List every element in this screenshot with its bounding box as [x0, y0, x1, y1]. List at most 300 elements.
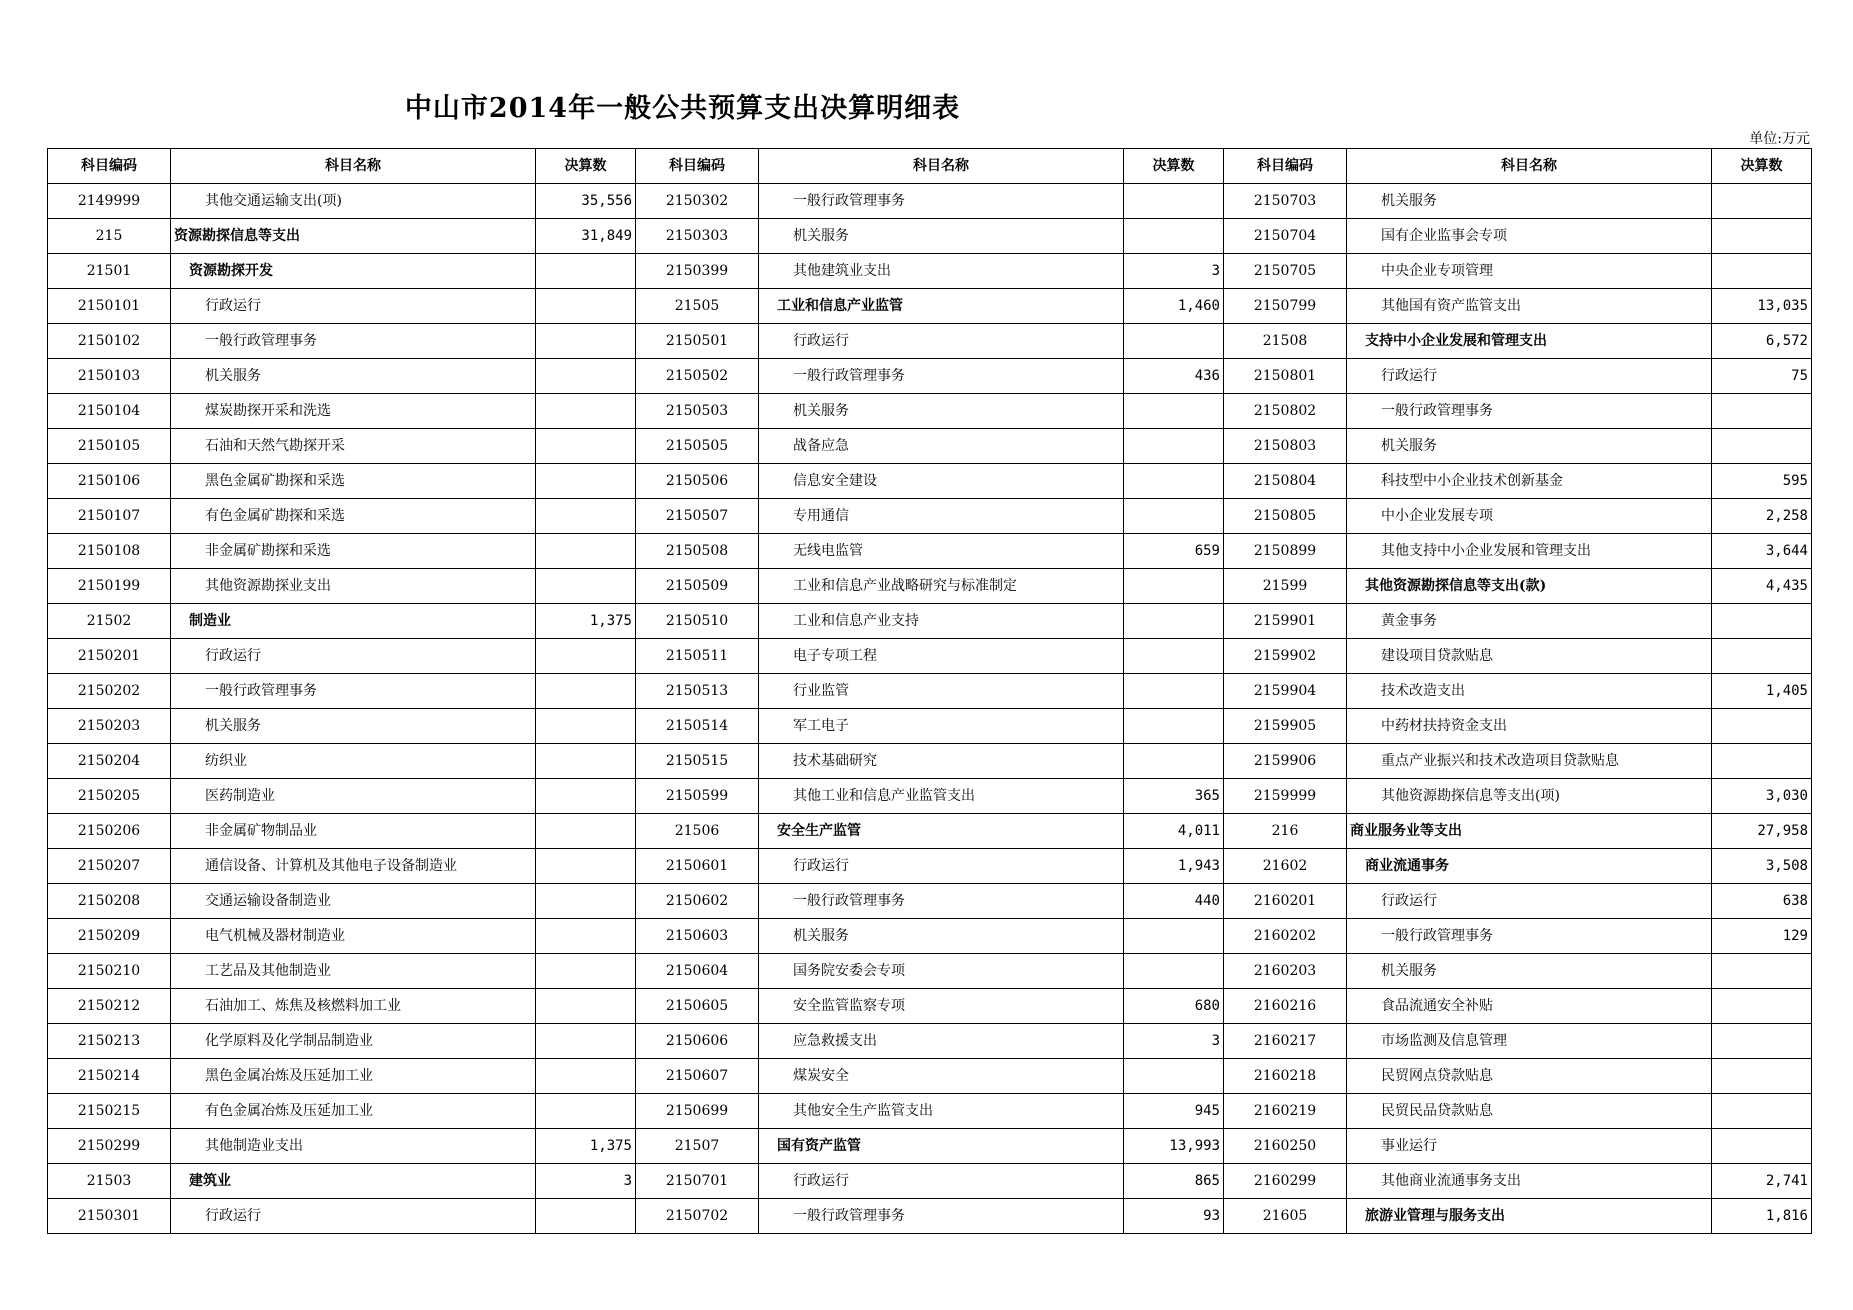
account-code: 215	[48, 219, 171, 254]
table-row	[48, 219, 1812, 254]
final-amount: 1,460	[1124, 289, 1224, 324]
final-amount: 1,816	[1712, 1199, 1812, 1234]
final-amount: 1,375	[536, 1129, 636, 1164]
account-code: 2150607	[636, 1059, 759, 1094]
account-code: 2150703	[1224, 184, 1347, 219]
account-name: 资源勘探开发	[171, 254, 536, 289]
account-name: 旅游业管理与服务支出	[1347, 1199, 1712, 1234]
account-name: 国务院安委会专项	[759, 954, 1124, 989]
header-code-1: 科目编码	[48, 149, 171, 184]
account-name: 行政运行	[759, 849, 1124, 884]
account-name: 其他国有资产监管支出	[1347, 289, 1712, 324]
final-amount	[536, 779, 636, 814]
final-amount	[536, 674, 636, 709]
final-amount	[1124, 394, 1224, 429]
account-name: 建设项目贷款贴息	[1347, 639, 1712, 674]
table-header	[48, 149, 1812, 184]
table-row	[48, 919, 1812, 954]
account-code: 2150203	[48, 709, 171, 744]
header-amount-3: 决算数	[1712, 149, 1812, 184]
account-code: 21501	[48, 254, 171, 289]
account-code: 2150205	[48, 779, 171, 814]
account-name: 事业运行	[1347, 1129, 1712, 1164]
account-name: 国有企业监事会专项	[1347, 219, 1712, 254]
table-row	[48, 674, 1812, 709]
final-amount	[536, 919, 636, 954]
final-amount: 3	[1124, 254, 1224, 289]
table-row	[48, 954, 1812, 989]
account-code: 2150803	[1224, 429, 1347, 464]
table-row	[48, 884, 1812, 919]
final-amount	[536, 534, 636, 569]
account-name: 其他资源勘探信息等支出(款)	[1347, 569, 1712, 604]
account-code: 2150606	[636, 1024, 759, 1059]
account-name: 其他工业和信息产业监管支出	[759, 779, 1124, 814]
final-amount	[536, 254, 636, 289]
table-row	[48, 779, 1812, 814]
final-amount: 27,958	[1712, 814, 1812, 849]
table-row	[48, 849, 1812, 884]
final-amount: 1,375	[536, 604, 636, 639]
account-name: 通信设备、计算机及其他电子设备制造业	[171, 849, 536, 884]
final-amount: 659	[1124, 534, 1224, 569]
account-code: 2160203	[1224, 954, 1347, 989]
account-code: 2150107	[48, 499, 171, 534]
account-code: 2150201	[48, 639, 171, 674]
account-code: 2150515	[636, 744, 759, 779]
account-name: 机关服务	[1347, 429, 1712, 464]
account-code: 2150513	[636, 674, 759, 709]
final-amount: 13,993	[1124, 1129, 1224, 1164]
final-amount	[536, 499, 636, 534]
account-code: 2150299	[48, 1129, 171, 1164]
final-amount	[1124, 324, 1224, 359]
account-name: 其他安全生产监管支出	[759, 1094, 1124, 1129]
account-code: 2150206	[48, 814, 171, 849]
account-code: 2150214	[48, 1059, 171, 1094]
account-name: 重点产业振兴和技术改造项目贷款贴息	[1347, 744, 1712, 779]
account-code: 2159906	[1224, 744, 1347, 779]
account-code: 2150204	[48, 744, 171, 779]
account-code: 21599	[1224, 569, 1347, 604]
table-row	[48, 394, 1812, 429]
account-name: 行政运行	[759, 324, 1124, 359]
account-code: 21502	[48, 604, 171, 639]
account-name: 市场监测及信息管理	[1347, 1024, 1712, 1059]
account-name: 技术改造支出	[1347, 674, 1712, 709]
final-amount: 3,508	[1712, 849, 1812, 884]
account-code: 2150705	[1224, 254, 1347, 289]
final-amount	[536, 989, 636, 1024]
final-amount	[536, 324, 636, 359]
final-amount	[536, 954, 636, 989]
account-code: 2150514	[636, 709, 759, 744]
account-code: 2150603	[636, 919, 759, 954]
account-name: 一般行政管理事务	[759, 184, 1124, 219]
account-name: 战备应急	[759, 429, 1124, 464]
final-amount	[1712, 429, 1812, 464]
final-amount	[536, 639, 636, 674]
account-code: 2159904	[1224, 674, 1347, 709]
final-amount	[1124, 464, 1224, 499]
account-name: 其他资源勘探信息等支出(项)	[1347, 779, 1712, 814]
account-name: 其他制造业支出	[171, 1129, 536, 1164]
header-name-2: 科目名称	[759, 149, 1124, 184]
final-amount	[1124, 604, 1224, 639]
final-amount	[536, 1024, 636, 1059]
final-amount	[536, 1094, 636, 1129]
account-name: 电气机械及器材制造业	[171, 919, 536, 954]
account-code: 21503	[48, 1164, 171, 1199]
account-code: 2150804	[1224, 464, 1347, 499]
final-amount: 436	[1124, 359, 1224, 394]
table-row	[48, 744, 1812, 779]
final-amount: 2,258	[1712, 499, 1812, 534]
account-name: 非金属矿物制品业	[171, 814, 536, 849]
final-amount	[1712, 744, 1812, 779]
account-name: 一般行政管理事务	[1347, 919, 1712, 954]
final-amount	[536, 709, 636, 744]
account-code: 2150509	[636, 569, 759, 604]
final-amount	[1712, 394, 1812, 429]
account-name: 商业服务业等支出	[1347, 814, 1712, 849]
final-amount	[536, 359, 636, 394]
account-name: 支持中小企业发展和管理支出	[1347, 324, 1712, 359]
account-name: 行政运行	[171, 1199, 536, 1234]
final-amount	[1712, 1129, 1812, 1164]
account-name: 一般行政管理事务	[759, 884, 1124, 919]
account-name: 工业和信息产业战略研究与标准制定	[759, 569, 1124, 604]
account-code: 2150213	[48, 1024, 171, 1059]
final-amount	[536, 394, 636, 429]
account-name: 行政运行	[759, 1164, 1124, 1199]
account-code: 2150599	[636, 779, 759, 814]
account-name: 民贸网点贷款贴息	[1347, 1059, 1712, 1094]
account-code: 2150208	[48, 884, 171, 919]
account-name: 工业和信息产业支持	[759, 604, 1124, 639]
account-code: 2150215	[48, 1094, 171, 1129]
account-name: 安全监管监察专项	[759, 989, 1124, 1024]
final-amount: 4,435	[1712, 569, 1812, 604]
account-name: 行政运行	[171, 639, 536, 674]
account-name: 应急救援支出	[759, 1024, 1124, 1059]
account-code: 2150502	[636, 359, 759, 394]
final-amount: 1,405	[1712, 674, 1812, 709]
account-code: 2150701	[636, 1164, 759, 1199]
account-code: 21507	[636, 1129, 759, 1164]
account-code: 2150209	[48, 919, 171, 954]
final-amount: 93	[1124, 1199, 1224, 1234]
account-code: 2160299	[1224, 1164, 1347, 1199]
final-amount: 13,035	[1712, 289, 1812, 324]
table-row	[48, 1164, 1812, 1199]
account-code: 216	[1224, 814, 1347, 849]
final-amount: 31,849	[536, 219, 636, 254]
account-code: 2150212	[48, 989, 171, 1024]
account-code: 2160218	[1224, 1059, 1347, 1094]
final-amount: 3,030	[1712, 779, 1812, 814]
header-code-3: 科目编码	[1224, 149, 1347, 184]
account-code: 2150510	[636, 604, 759, 639]
account-code: 2150602	[636, 884, 759, 919]
account-name: 机关服务	[759, 394, 1124, 429]
table-row	[48, 1129, 1812, 1164]
account-name: 黄金事务	[1347, 604, 1712, 639]
table-row	[48, 184, 1812, 219]
account-name: 中药材扶持资金支出	[1347, 709, 1712, 744]
account-code: 2150199	[48, 569, 171, 604]
account-name: 资源勘探信息等支出	[171, 219, 536, 254]
final-amount	[536, 1199, 636, 1234]
header-row	[48, 149, 1812, 184]
account-code: 2150108	[48, 534, 171, 569]
account-name: 一般行政管理事务	[759, 359, 1124, 394]
final-amount	[1712, 219, 1812, 254]
final-amount: 680	[1124, 989, 1224, 1024]
final-amount	[536, 289, 636, 324]
account-name: 有色金属冶炼及压延加工业	[171, 1094, 536, 1129]
account-name: 其他资源勘探业支出	[171, 569, 536, 604]
account-name: 机关服务	[1347, 184, 1712, 219]
table-row	[48, 1059, 1812, 1094]
account-name: 行业监管	[759, 674, 1124, 709]
account-name: 技术基础研究	[759, 744, 1124, 779]
final-amount	[1124, 919, 1224, 954]
table-row	[48, 359, 1812, 394]
account-name: 建筑业	[171, 1164, 536, 1199]
account-code: 2150506	[636, 464, 759, 499]
account-code: 2150104	[48, 394, 171, 429]
final-amount	[536, 464, 636, 499]
account-code: 2150399	[636, 254, 759, 289]
header-amount-1: 决算数	[536, 149, 636, 184]
account-name: 机关服务	[759, 919, 1124, 954]
table-row	[48, 709, 1812, 744]
table-row	[48, 604, 1812, 639]
final-amount: 595	[1712, 464, 1812, 499]
final-amount	[536, 884, 636, 919]
account-code: 2160202	[1224, 919, 1347, 954]
account-code: 2159999	[1224, 779, 1347, 814]
final-amount: 2,741	[1712, 1164, 1812, 1199]
final-amount	[1124, 429, 1224, 464]
account-code: 21602	[1224, 849, 1347, 884]
final-amount	[1712, 954, 1812, 989]
final-amount: 440	[1124, 884, 1224, 919]
account-code: 2150801	[1224, 359, 1347, 394]
account-name: 电子专项工程	[759, 639, 1124, 674]
account-name: 军工电子	[759, 709, 1124, 744]
account-code: 2159905	[1224, 709, 1347, 744]
account-code: 2150207	[48, 849, 171, 884]
account-name: 黑色金属矿勘探和采选	[171, 464, 536, 499]
account-code: 2150805	[1224, 499, 1347, 534]
account-code: 2150699	[636, 1094, 759, 1129]
table-row	[48, 639, 1812, 674]
final-amount	[536, 744, 636, 779]
account-code: 2150702	[636, 1199, 759, 1234]
table-row	[48, 289, 1812, 324]
table-row	[48, 429, 1812, 464]
table-row	[48, 464, 1812, 499]
account-name: 机关服务	[171, 709, 536, 744]
account-code: 2150605	[636, 989, 759, 1024]
account-code: 2150508	[636, 534, 759, 569]
table-row	[48, 1024, 1812, 1059]
account-name: 工业和信息产业监管	[759, 289, 1124, 324]
final-amount: 945	[1124, 1094, 1224, 1129]
table-row	[48, 1094, 1812, 1129]
account-code: 2150802	[1224, 394, 1347, 429]
account-code: 2150301	[48, 1199, 171, 1234]
account-code: 21506	[636, 814, 759, 849]
account-code: 2160216	[1224, 989, 1347, 1024]
account-name: 工艺品及其他制造业	[171, 954, 536, 989]
account-name: 国有资产监管	[759, 1129, 1124, 1164]
final-amount: 3	[1124, 1024, 1224, 1059]
account-code: 2150507	[636, 499, 759, 534]
account-name: 行政运行	[1347, 884, 1712, 919]
account-code: 2150899	[1224, 534, 1347, 569]
account-name: 商业流通事务	[1347, 849, 1712, 884]
table-row	[48, 569, 1812, 604]
final-amount	[536, 849, 636, 884]
account-code: 2150303	[636, 219, 759, 254]
table-row	[48, 534, 1812, 569]
final-amount	[1124, 639, 1224, 674]
header-amount-2: 决算数	[1124, 149, 1224, 184]
final-amount	[1712, 709, 1812, 744]
account-code: 2150501	[636, 324, 759, 359]
account-name: 纺织业	[171, 744, 536, 779]
account-name: 石油加工、炼焦及核燃料加工业	[171, 989, 536, 1024]
account-code: 2150503	[636, 394, 759, 429]
account-code: 2150799	[1224, 289, 1347, 324]
final-amount	[536, 814, 636, 849]
final-amount: 1,943	[1124, 849, 1224, 884]
final-amount: 129	[1712, 919, 1812, 954]
account-code: 2150102	[48, 324, 171, 359]
account-code: 2150604	[636, 954, 759, 989]
account-code: 21605	[1224, 1199, 1347, 1234]
final-amount	[1712, 1059, 1812, 1094]
account-code: 2159902	[1224, 639, 1347, 674]
table-row	[48, 499, 1812, 534]
account-name: 食品流通安全补贴	[1347, 989, 1712, 1024]
account-name: 中小企业发展专项	[1347, 499, 1712, 534]
final-amount	[1124, 954, 1224, 989]
final-amount	[1124, 744, 1224, 779]
account-name: 信息安全建设	[759, 464, 1124, 499]
final-amount	[536, 569, 636, 604]
account-code: 2150105	[48, 429, 171, 464]
header-name-1: 科目名称	[171, 149, 536, 184]
final-amount	[1712, 639, 1812, 674]
account-code: 21508	[1224, 324, 1347, 359]
account-name: 交通运输设备制造业	[171, 884, 536, 919]
account-name: 其他交通运输支出(项)	[171, 184, 536, 219]
final-amount	[1124, 499, 1224, 534]
page-title: 中山市2014年一般公共预算支出决算明细表	[404, 93, 961, 124]
account-name: 其他商业流通事务支出	[1347, 1164, 1712, 1199]
account-name: 行政运行	[1347, 359, 1712, 394]
table-row	[48, 814, 1812, 849]
header-name-3: 科目名称	[1347, 149, 1712, 184]
account-name: 机关服务	[759, 219, 1124, 254]
account-name: 黑色金属冶炼及压延加工业	[171, 1059, 536, 1094]
account-name: 非金属矿勘探和采选	[171, 534, 536, 569]
account-name: 化学原料及化学制品制造业	[171, 1024, 536, 1059]
account-name: 机关服务	[1347, 954, 1712, 989]
account-name: 无线电监管	[759, 534, 1124, 569]
table-body	[48, 184, 1812, 1234]
account-name: 中央企业专项管理	[1347, 254, 1712, 289]
account-name: 煤炭安全	[759, 1059, 1124, 1094]
final-amount: 365	[1124, 779, 1224, 814]
account-name: 安全生产监管	[759, 814, 1124, 849]
final-amount	[1124, 184, 1224, 219]
account-name: 制造业	[171, 604, 536, 639]
account-code: 2160219	[1224, 1094, 1347, 1129]
final-amount	[1124, 709, 1224, 744]
final-amount	[1712, 989, 1812, 1024]
final-amount	[1712, 184, 1812, 219]
account-name: 专用通信	[759, 499, 1124, 534]
account-code: 2150601	[636, 849, 759, 884]
account-code: 2150511	[636, 639, 759, 674]
final-amount: 3,644	[1712, 534, 1812, 569]
account-code: 2150302	[636, 184, 759, 219]
account-code: 2160217	[1224, 1024, 1347, 1059]
budget-table	[47, 148, 1812, 1234]
account-code: 2159901	[1224, 604, 1347, 639]
final-amount	[1712, 254, 1812, 289]
final-amount: 6,572	[1712, 324, 1812, 359]
account-code: 21505	[636, 289, 759, 324]
final-amount	[1124, 569, 1224, 604]
account-name: 一般行政管理事务	[171, 324, 536, 359]
account-name: 石油和天然气勘探开采	[171, 429, 536, 464]
account-name: 一般行政管理事务	[1347, 394, 1712, 429]
account-name: 行政运行	[171, 289, 536, 324]
account-code: 2150202	[48, 674, 171, 709]
final-amount	[1124, 219, 1224, 254]
account-code: 2160250	[1224, 1129, 1347, 1164]
account-name: 医药制造业	[171, 779, 536, 814]
account-code: 2150704	[1224, 219, 1347, 254]
account-name: 有色金属矿勘探和采选	[171, 499, 536, 534]
header-code-2: 科目编码	[636, 149, 759, 184]
table-row	[48, 324, 1812, 359]
account-code: 2150505	[636, 429, 759, 464]
account-name: 科技型中小企业技术创新基金	[1347, 464, 1712, 499]
account-code: 2150101	[48, 289, 171, 324]
table-row	[48, 1199, 1812, 1234]
final-amount: 638	[1712, 884, 1812, 919]
final-amount	[536, 1059, 636, 1094]
final-amount	[1712, 1094, 1812, 1129]
unit-label: 单位:万元	[1749, 131, 1810, 147]
account-name: 一般行政管理事务	[759, 1199, 1124, 1234]
account-code: 2150106	[48, 464, 171, 499]
account-code: 2149999	[48, 184, 171, 219]
final-amount: 35,556	[536, 184, 636, 219]
account-name: 民贸民品贷款贴息	[1347, 1094, 1712, 1129]
account-name: 机关服务	[171, 359, 536, 394]
table-row	[48, 989, 1812, 1024]
account-code: 2150210	[48, 954, 171, 989]
account-name: 其他支持中小企业发展和管理支出	[1347, 534, 1712, 569]
